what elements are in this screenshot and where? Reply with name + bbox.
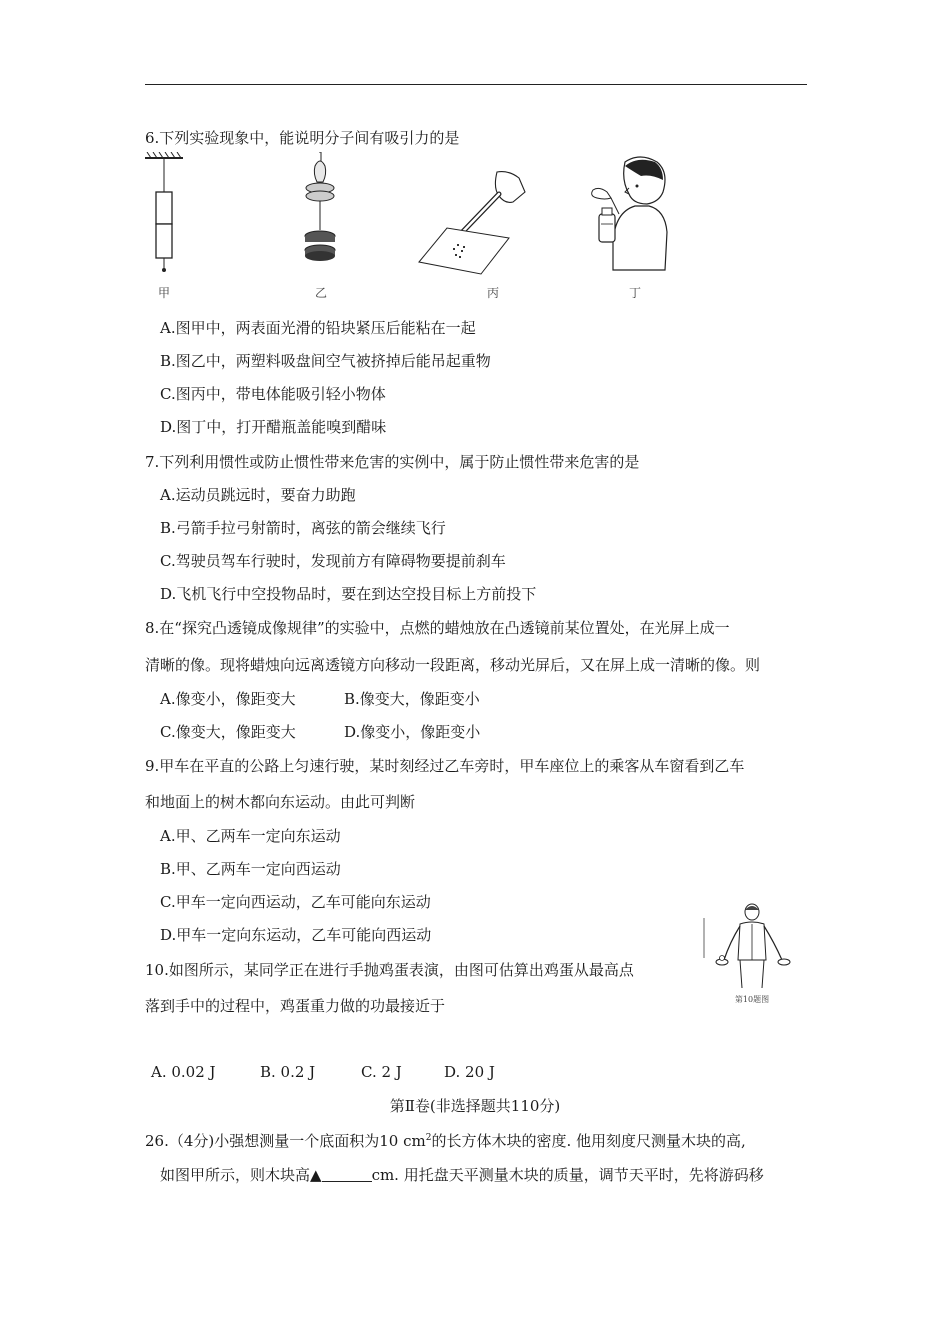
q7-option-d: D.飞机飞行中空投物品时，要在到达空投目标上方前投下 bbox=[160, 585, 537, 603]
q10-option-c: C. 2 J bbox=[361, 1063, 402, 1081]
caption-jia: 甲 bbox=[158, 286, 171, 300]
q10-option-b: B. 0.2 J bbox=[260, 1063, 316, 1081]
q7-stem: 7.下列利用惯性或防止惯性带来危害的实例中，属于防止惯性带来危害的是 bbox=[145, 453, 640, 471]
q6-option-a: A.图甲中，两表面光滑的铅块紧压后能粘在一起 bbox=[160, 319, 476, 337]
q9-option-c: C.甲车一定向西运动，乙车可能向东运动 bbox=[160, 893, 431, 911]
answer-marker: ▲ bbox=[310, 1166, 322, 1184]
header-rule bbox=[145, 84, 807, 85]
q10-figure bbox=[702, 902, 802, 1004]
q9-option-a: A.甲、乙两车一定向东运动 bbox=[160, 827, 341, 845]
q10-figure-caption: 第10题图 bbox=[734, 995, 770, 1004]
q26-line1 bbox=[145, 1128, 746, 1151]
q6-figures bbox=[145, 152, 685, 302]
charged-rod-figure bbox=[417, 152, 527, 277]
answer-blank[interactable] bbox=[322, 1167, 372, 1182]
q8-option-c: C.像变大，像距变大 bbox=[160, 723, 296, 741]
q8-option-d: D.像变小，像距变小 bbox=[344, 723, 481, 741]
q6-option-d: D.图丁中，打开醋瓶盖能嗅到醋味 bbox=[160, 418, 387, 436]
q9-option-b: B.甲、乙两车一定向西运动 bbox=[160, 860, 341, 878]
q10-stem-line1: 10.如图所示，某同学正在进行手抛鸡蛋表演，由图可估算出鸡蛋从最高点 bbox=[145, 961, 634, 979]
suction-cups-figure bbox=[295, 152, 345, 277]
q26-text-line2b: cm. 用托盘天平测量木块的质量，调节天平时，先将游码移 bbox=[371, 1166, 764, 1184]
q6-option-b: B.图乙中，两塑料吸盘间空气被挤掉后能吊起重物 bbox=[160, 352, 491, 370]
q26-line2 bbox=[160, 1165, 764, 1185]
q7-option-a: A.运动员跳远时，要奋力助跑 bbox=[160, 486, 356, 504]
q8-option-b: B.像变大，像距变小 bbox=[344, 690, 480, 708]
q9-stem-line1: 9.甲车在平直的公路上匀速行驶，某时刻经过乙车旁时，甲车座位上的乘客从车窗看到乙车 bbox=[145, 757, 745, 775]
q9-stem-line2: 和地面上的树木都向东运动。由此可判断 bbox=[145, 793, 416, 811]
q6-stem: 6.下列实验现象中，能说明分子间有吸引力的是 bbox=[145, 129, 460, 147]
person-sniffing-figure bbox=[585, 152, 685, 277]
q7-option-c: C.驾驶员驾车行驶时，发现前方有障碍物要提前刹车 bbox=[160, 552, 506, 570]
q26-text-line2a: 如图甲所示，则木块高 bbox=[160, 1166, 311, 1184]
egg-juggler-figure bbox=[702, 902, 802, 988]
q10-option-a: A. 0.02 J bbox=[151, 1063, 216, 1081]
q26-text-part1: 26.（4分)小强想测量一个底面积为10 cm bbox=[145, 1132, 426, 1150]
q26-superscript: 2 bbox=[425, 1133, 432, 1143]
q9-option-d: D.甲车一定向东运动，乙车可能向西运动 bbox=[160, 926, 432, 944]
caption-bing: 丙 bbox=[487, 286, 500, 300]
lead-blocks-figure bbox=[145, 152, 185, 277]
q26-text-part2: 的长方体木块的密度. 他用刻度尺测量木块的高, bbox=[431, 1132, 746, 1150]
caption-ding: 丁 bbox=[629, 286, 642, 300]
q10-option-d: D. 20 J bbox=[444, 1063, 495, 1081]
section2-title: 第Ⅱ卷(非选择题共110分) bbox=[389, 1097, 561, 1115]
q8-stem-line2: 清晰的像。现将蜡烛向远离透镜方向移动一段距离，移动光屏后，又在屏上成一清晰的像。则 bbox=[145, 656, 761, 674]
q7-option-b: B.弓箭手拉弓射箭时，离弦的箭会继续飞行 bbox=[160, 519, 446, 537]
caption-yi: 乙 bbox=[315, 286, 328, 300]
q10-stem-line2: 落到手中的过程中，鸡蛋重力做的功最接近于 bbox=[145, 997, 446, 1015]
q8-option-a: A.像变小，像距变大 bbox=[160, 690, 296, 708]
q6-option-c: C.图丙中，带电体能吸引轻小物体 bbox=[160, 385, 386, 403]
q8-stem-line1: 8.在“探究凸透镜成像规律”的实验中，点燃的蜡烛放在凸透镜前某位置处，在光屏上成一 bbox=[145, 619, 730, 637]
